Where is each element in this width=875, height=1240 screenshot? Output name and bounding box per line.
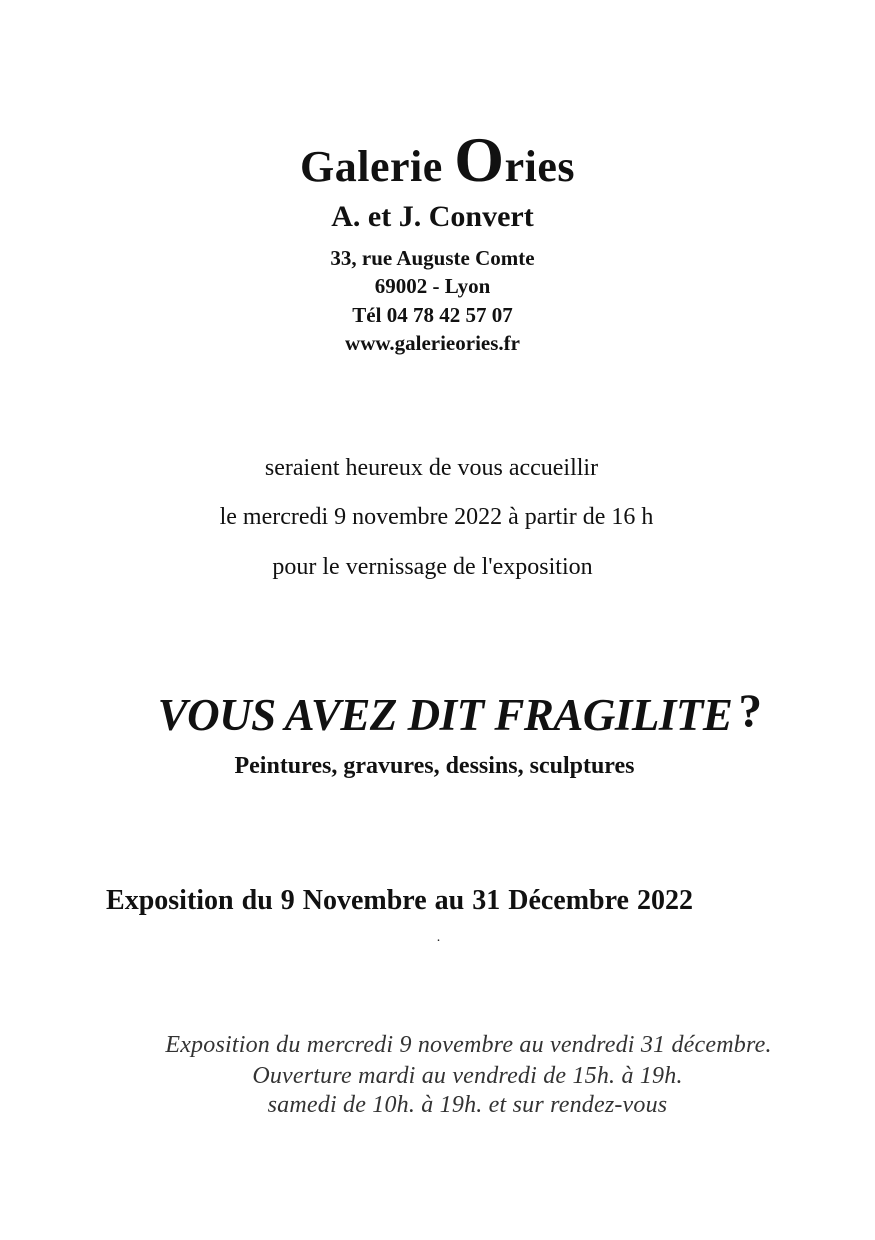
gallery-name-prefix: Galerie xyxy=(300,142,455,191)
address-city: 69002 - Lyon xyxy=(374,274,491,298)
gallery-name xyxy=(0,124,875,195)
hours-line-1: Exposition du mercredi 9 novembre au vendredi 31 décembre. xyxy=(165,1032,772,1058)
phone-number: Tél 04 78 42 57 07 xyxy=(352,303,513,327)
website-address: www.galerieories.fr xyxy=(345,331,520,355)
address-street: 33, rue Auguste Comte xyxy=(330,246,535,270)
gallery-name-initial: O xyxy=(454,124,505,195)
exhibition-title-text: VOUS AVEZ DIT FRAGILITE xyxy=(157,690,733,740)
hours-line-3: samedi de 10h. à 19h. et sur rendez-vous xyxy=(267,1092,668,1118)
invitation-line-1: seraient heureux de vous accueillir xyxy=(264,455,599,481)
invitation-line-2: le mercredi 9 novembre 2022 à partir de 16 h xyxy=(219,504,654,530)
hours-line-2: Ouverture mardi au vendredi de 15h. à 19h. xyxy=(252,1063,683,1089)
separator-dot: . xyxy=(436,930,441,945)
exhibition-subtitle: Peintures, gravures, dessins, sculptures xyxy=(234,753,635,779)
exhibition-title-mark: ? xyxy=(738,685,762,737)
invitation-line-3: pour le vernissage de l'exposition xyxy=(272,554,593,580)
exhibition-title xyxy=(22,685,875,742)
owners-name: A. et J. Convert xyxy=(331,200,534,233)
exhibition-dates: Exposition du 9 Novembre au 31 Décembre 2022 xyxy=(106,885,693,916)
gallery-name-rest: ries xyxy=(504,142,575,191)
